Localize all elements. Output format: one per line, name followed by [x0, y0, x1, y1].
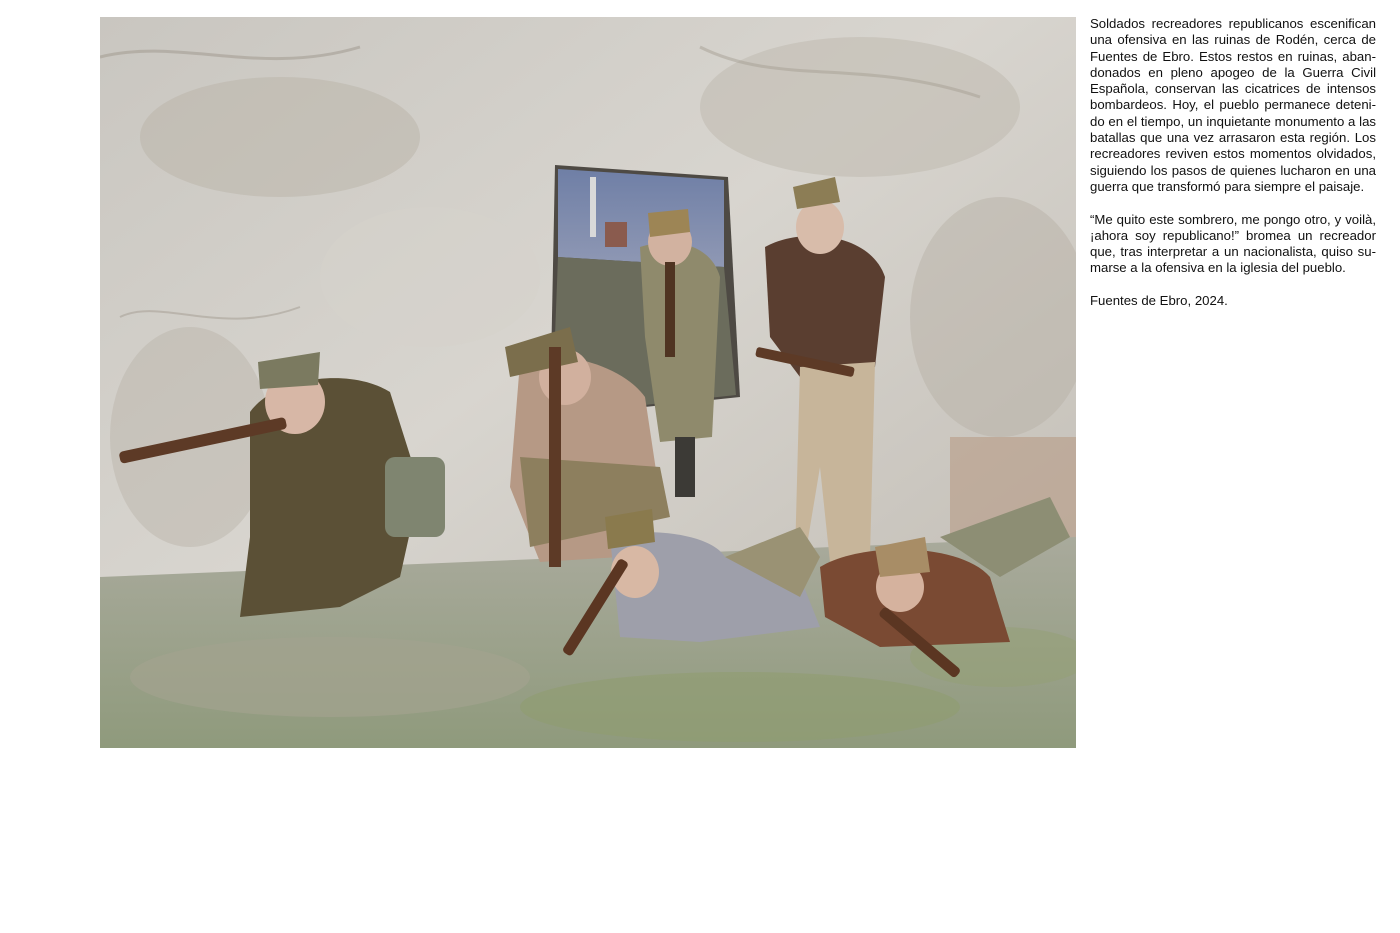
reenactment-photo: [100, 17, 1076, 748]
caption-paragraph-place-date: Fuentes de Ebro, 2024.: [1090, 293, 1228, 309]
caption-paragraph-quote: “Me quito este sombrero, me pongo otro, y voilà, ¡ahora soy republicano!” bromea un recreador que, tras interpretar a un nacionalista, quiso sumarse a la ofensiva en la iglesia del pueblo.: [1090, 211, 1376, 276]
caption-block: [1090, 16, 1376, 326]
caption-paragraph-description: Soldados recreadores republicanos escenifican una ofensiva en las ruinas de Rodén, cerca de Fuentes de Ebro. Estos restos en ruinas, abandonados en pleno apogeo de la Guerra Civil Española, conservan las cicatrices de intensos bombardeos. Hoy, el pueblo permanece detenido en el tiempo, un inquietante monumento a las batallas que una vez arrasaron esta región. Los recreadores reviven estos momentos olvidados, siguiendo los pasos de quienes lucharon en una guerra que transformó para siempre el paisaje.: [1090, 16, 1376, 194]
